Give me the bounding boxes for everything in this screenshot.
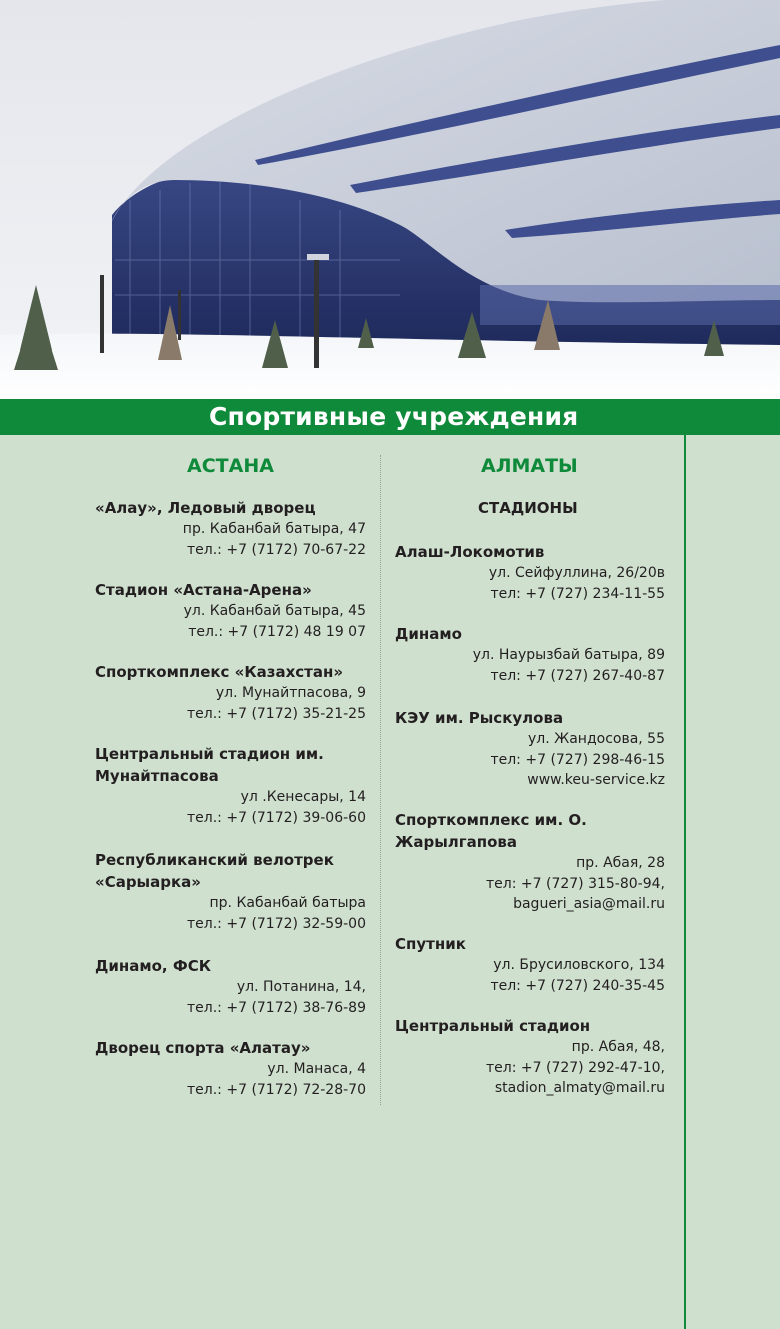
entry-address: ул. Жандосова, 55 xyxy=(528,731,665,747)
entry-phone: тел: +7 (727) 315-80-94, xyxy=(486,875,665,892)
entry-name: Динамо, ФСК xyxy=(95,957,211,975)
list-item xyxy=(395,541,665,604)
list-item xyxy=(95,955,366,1018)
list-item xyxy=(95,743,366,828)
entry-address: ул .Кенесары, 14 xyxy=(240,789,366,805)
entry-phone: тел: +7 (727) 267-40-87 xyxy=(490,667,665,684)
stadiums-subheading: СТАДИОНЫ xyxy=(478,499,578,517)
entry-address: ул. Брусиловского, 134 xyxy=(493,957,665,973)
list-item xyxy=(95,849,366,934)
entry-phone: тел.: +7 (7172) 72-28-70 xyxy=(187,1081,366,1098)
entry-phone: тел.: +7 (7172) 32-59-00 xyxy=(187,915,366,932)
entry-phone: тел: +7 (727) 240-35-45 xyxy=(490,977,665,994)
right-green-rule xyxy=(684,435,686,1329)
list-item xyxy=(395,1015,665,1099)
entry-name: Алаш-Локомотив xyxy=(395,543,545,561)
entry-address: пр. Абая, 28 xyxy=(576,855,665,871)
entry-name: Стадион «Астана-Арена» xyxy=(95,581,312,599)
entry-address: пр. Кабанбай батыра xyxy=(209,895,366,911)
entry-address: ул. Наурызбай батыра, 89 xyxy=(472,647,665,663)
entry-address: пр. Абая, 48, xyxy=(571,1039,665,1055)
entry-address: ул. Потанина, 14, xyxy=(236,979,366,995)
entry-address: ул. Сейфуллина, 26/20в xyxy=(488,565,665,581)
entry-name: «Алау», Ледовый дворец xyxy=(95,499,316,517)
page-title: Спортивные учреждения xyxy=(209,402,579,431)
column-divider xyxy=(380,455,381,1105)
entry-phone: тел.: +7 (7172) 35-21-25 xyxy=(187,705,366,722)
entry-name: Динамо xyxy=(395,625,462,643)
list-item xyxy=(95,1037,366,1100)
entry-phone: тел.: +7 (7172) 48 19 07 xyxy=(188,623,366,640)
entry-phone: тел.: +7 (7172) 38-76-89 xyxy=(187,999,366,1016)
list-item xyxy=(395,809,665,915)
entry-name: Дворец спорта «Алатау» xyxy=(95,1039,311,1057)
almaty-heading: АЛМАТЫ xyxy=(481,455,578,477)
title-bar xyxy=(0,399,780,435)
stadium-photo xyxy=(0,0,780,399)
list-item xyxy=(95,497,366,560)
entry-address: пр. Кабанбай батыра, 47 xyxy=(182,521,366,537)
entry-name: Республиканский велотрек «Сарыарка» xyxy=(95,851,334,891)
entry-address: ул. Мунайтпасова, 9 xyxy=(215,685,366,701)
entry-phone: тел: +7 (727) 298-46-15 xyxy=(490,751,665,768)
entry-name: КЭУ им. Рыскулова xyxy=(395,709,564,727)
entry-phone: тел.: +7 (7172) 39-06-60 xyxy=(187,809,366,826)
entry-phone: тел: +7 (727) 234-11-55 xyxy=(490,585,665,602)
entry-website: www.keu-service.kz xyxy=(527,772,665,788)
entry-email: stadion_almaty@mail.ru xyxy=(494,1080,665,1096)
entry-name: Спорткомплекс им. О. Жарылгапова xyxy=(395,811,587,851)
list-item xyxy=(395,933,665,996)
list-item xyxy=(95,579,366,642)
entry-name: Спорткомплекс «Казахстан» xyxy=(95,663,344,681)
entry-name: Спутник xyxy=(395,935,466,953)
entry-name: Центральный стадион xyxy=(395,1017,591,1035)
entry-name: Центральный стадион им. Мунайтпасова xyxy=(95,745,324,785)
entry-phone: тел.: +7 (7172) 70-67-22 xyxy=(187,541,366,558)
entry-phone: тел: +7 (727) 292-47-10, xyxy=(486,1059,665,1076)
entry-email: bagueri_asia@mail.ru xyxy=(513,896,665,912)
list-item xyxy=(395,623,665,686)
list-item xyxy=(95,661,366,724)
astana-heading: АСТАНА xyxy=(187,455,274,477)
entry-address: ул. Кабанбай батыра, 45 xyxy=(183,603,366,619)
list-item xyxy=(395,707,665,791)
entry-address: ул. Манаса, 4 xyxy=(267,1061,366,1077)
